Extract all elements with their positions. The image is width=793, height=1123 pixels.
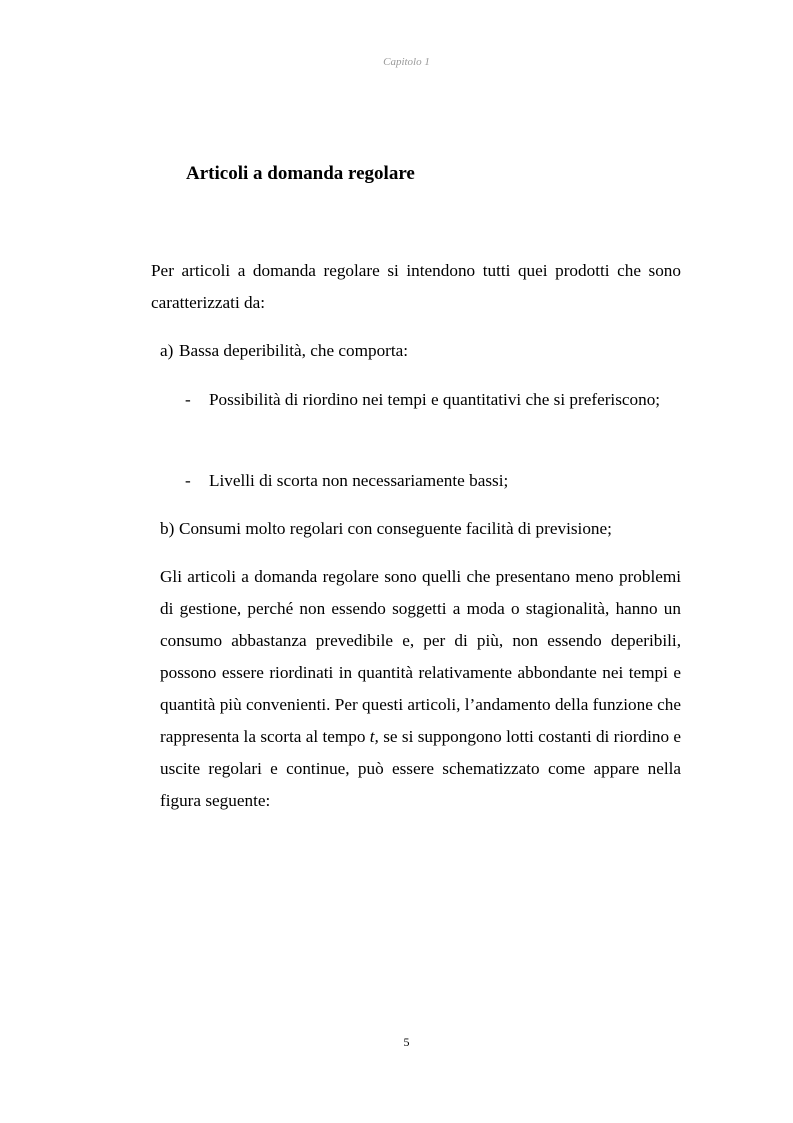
body-text-part-1: Gli articoli a domanda regolare sono quelli che presentano meno problemi di gestione, perché non essendo soggetti a moda o stagionalità, hanno un consumo abbastanza prevedibile e, per di più, non essendo deperibili, possono essere riordinati in quantità relativamente abbondante nei tempi e quantità più convenienti. Per questi articoli, l’andamento della funzione che rappresenta la scorta al tempo — [160, 567, 681, 746]
sub-item-1-dash: - — [185, 390, 191, 409]
sub-item-2-text: Livelli di scorta non necessariamente bassi; — [209, 471, 509, 490]
body-paragraph — [160, 561, 681, 817]
time-variable: t, — [369, 727, 379, 746]
page-number: 5 — [403, 1035, 410, 1049]
list-item-b — [160, 513, 612, 545]
section-title: Articoli a domanda regolare — [186, 163, 415, 184]
list-item-a-text: Bassa deperibilità, che comporta: — [179, 341, 409, 360]
body-text-part-2: se si suppongono lotti costanti di riordino e uscite regolari e continue, può essere schematizzato come appare nella figura seguente: — [160, 727, 682, 810]
sub-item-2-dash: - — [185, 471, 191, 490]
intro-paragraph: Per articoli a domanda regolare si intendono tutti quei prodotti che sono caratterizzati da: — [151, 261, 681, 312]
list-item-b-label: b) — [160, 519, 175, 538]
sub-item-1-text: Possibilità di riordino nei tempi e quantitativi che si preferiscono; — [209, 390, 661, 409]
running-header: Capitolo 1 — [383, 56, 430, 68]
list-item-a-label: a) — [160, 341, 174, 360]
list-item-b-text: Consumi molto regolari con conseguente facilità di previsione; — [179, 519, 612, 538]
list-item-a — [160, 335, 408, 367]
